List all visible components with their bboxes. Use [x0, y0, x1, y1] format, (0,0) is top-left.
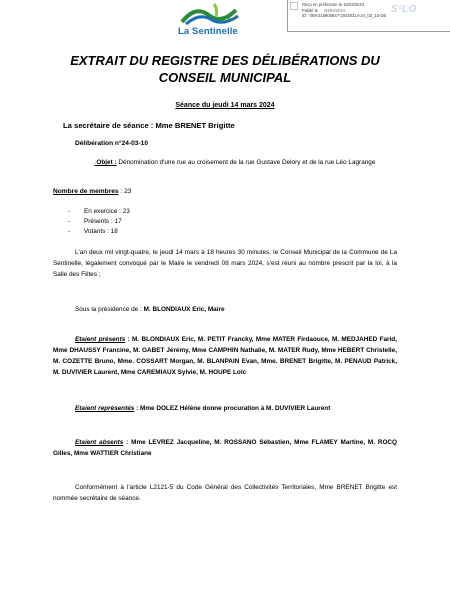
stamp-mark-icon [290, 2, 298, 10]
present-members [53, 334, 397, 378]
logo-tagline: Ville de [216, 17, 234, 23]
city-logo [176, 2, 242, 38]
present-names: : M. BLONDIAUX Eric, M. PETIT Francky, Mme MATER Firdaouce, M. MEDJAHED Farid, Mme DHAUSSY Francine, M. GABET Jérémy, Mme CAMPHIN Nathalie, M. MATER Rudy, Mme HEBERT Christelle, M. COZETTE Bruno, Mme. COSSART Morgan, M. BLANPAIN Evan, Mme. BRENET Brigitte, M. PENAUD Patrick, M. DUVIVIER Laurent, Mme CAREMIAUX Sylvie, M. HOUPE Loïc [53, 336, 397, 376]
members-in-office: - En exercice : 23 [68, 208, 130, 215]
stamp-badge: S²LO [391, 4, 417, 15]
document-title: EXTRAIT DU REGISTRE DES DÉLIBÉRATIONS DU CONSEIL MUNICIPAL [70, 53, 380, 85]
stamp-published: Publié le 20/03/2024 [302, 7, 346, 13]
absent-label: Etaient absents [75, 439, 124, 446]
presidency [53, 304, 397, 315]
meeting-intro: L'an deux mil vingt-quatre, le jeudi 14 mars à 18 heures 30 minutes, le Conseil Municipal de la Commune de La Sentinelle, légalement convoqué par le Maire le vendredi 08 mars 2024, s'est réuni au nombre prescrit par la loi, à la Salle des Fêtes ; [53, 249, 397, 278]
member-count-value: : 23 [118, 188, 132, 195]
deliberation-subject [60, 158, 410, 167]
subject-label: Objet : [96, 159, 117, 166]
logo-brand: La Sentinelle [178, 26, 238, 37]
stamp-id: ID : 059-215905647-20240314-24_03_10-DE [302, 13, 387, 19]
represented-names: : Mme DOLEZ Hélène donne procuration à M. DUVIVIER Laurent [134, 405, 331, 412]
represented-members [53, 403, 397, 414]
secretary-appointment: Conformément à l'article L2121-5 du Code Général des Collectivités Territoriales, Mme BRENET Brigitte est nommée secrétaire de séance. [53, 484, 397, 502]
absent-members [53, 437, 397, 459]
session-date: Séance du jeudi 14 mars 2024 [175, 102, 275, 109]
represented-label: Etaient représentés [75, 405, 135, 412]
member-count-label: Nombre de membres [53, 188, 119, 195]
session-secretary: La secrétaire de séance : Mme BRENET Brigitte [63, 121, 235, 130]
members-present: - Présents : 17 [68, 218, 122, 225]
subject-text: Dénomination d'une rue au croisement de la rue Gustave Delory et de la rue Léo Lagrange [116, 159, 376, 166]
absent-names: : Mme LEVREZ Jacqueline, M. ROSSANO Sébastien, Mme FLAMEY Martine, M. ROCQ Gilles, Mme WATTIER Christiane [53, 439, 397, 457]
member-count [53, 188, 131, 195]
prefecture-stamp [287, 0, 450, 32]
present-label: Etaient présents [75, 336, 126, 343]
presidency-prefix: Sous la présidence de : [75, 306, 144, 313]
deliberation-number: Délibération n°24-03-10 [75, 140, 148, 147]
stamp-received: Reçu en préfecture le 15/03/2024 [302, 2, 365, 7]
presidency-name: M. BLONDIAUX Eric, Maire [143, 306, 225, 313]
members-voting: - Votants : 18 [68, 228, 118, 235]
